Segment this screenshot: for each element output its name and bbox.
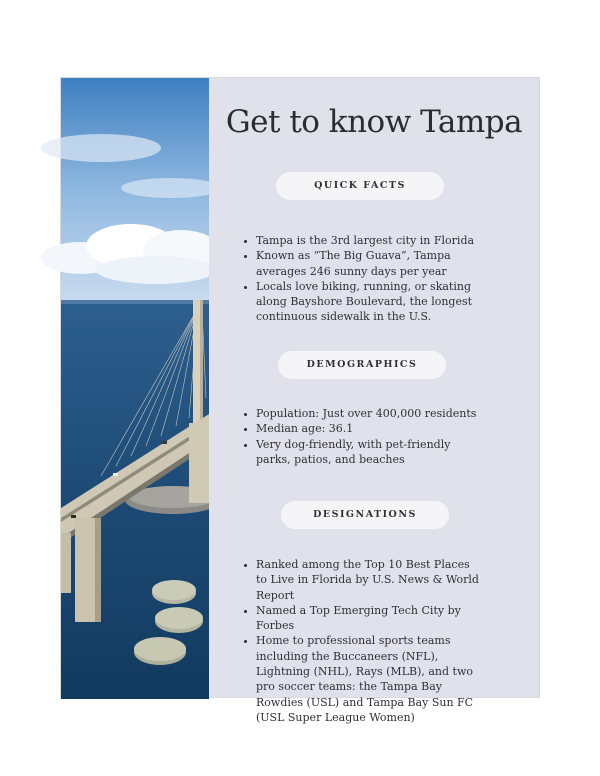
quick-facts-heading: QUICK FACTS: [276, 172, 444, 200]
list-item: • Median age: 36.1: [256, 421, 481, 436]
demographics-heading: DEMOGRAPHICS: [278, 351, 446, 379]
list-item: • Tampa is the 3rd largest city in Florida: [256, 233, 481, 248]
list-item: • Ranked among the Top 10 Best Places to Live in Florida by U.S. News & World Report: [256, 557, 481, 603]
list-item: • Very dog-friendly, with pet-friendly parks, patios, and beaches: [256, 437, 481, 468]
quick-facts-list: [238, 233, 481, 325]
page-title: Get to know Tampa: [225, 104, 523, 140]
flyer-page: [60, 77, 540, 724]
designations-list: [238, 557, 481, 725]
list-item: • Named a Top Emerging Tech City by Forbes: [256, 603, 481, 634]
list-item: • Population: Just over 400,000 residents: [256, 406, 481, 421]
list-item: • Known as “The Big Guava”, Tampa averages 246 sunny days per year: [256, 248, 481, 279]
list-item: • Locals love biking, running, or skating along Bayshore Boulevard, the longest continuous sidewalk in the U.S.: [256, 279, 481, 325]
demographics-list: [238, 406, 481, 467]
bridge-photo: [61, 78, 209, 697]
info-panel: [209, 78, 539, 724]
designations-heading: DESIGNATIONS: [281, 501, 449, 529]
list-item: • Home to professional sports teams including the Buccaneers (NFL), Lightning (NHL), Rays (MLB), and two pro soccer teams: the Tampa Bay Rowdies (USL) and Tampa Bay Sun FC (USL Super League Women): [256, 633, 481, 725]
